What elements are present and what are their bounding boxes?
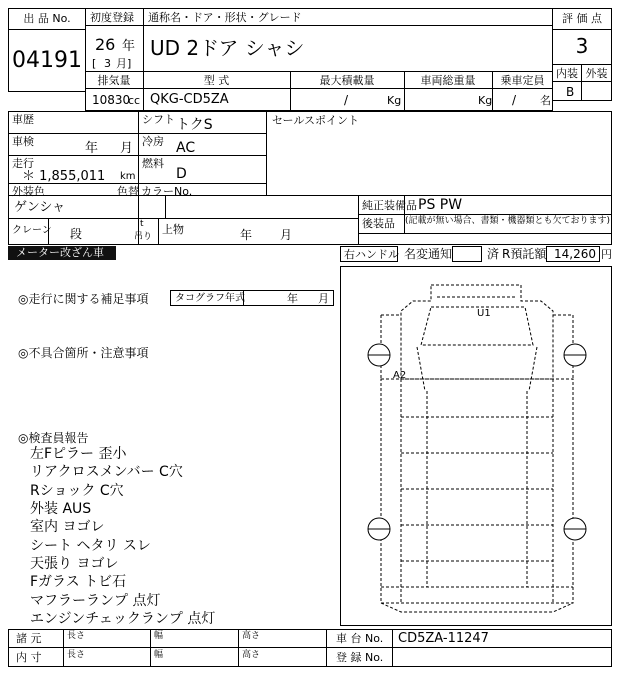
inspector-label: ◎検査員報告 bbox=[18, 431, 89, 445]
mileage: ＊ 1,855,011 bbox=[22, 169, 106, 184]
recycle-label: R預託額 bbox=[502, 247, 547, 261]
aftermarket-note: (記載が無い場合、書類・機器類とも欠ております) bbox=[405, 216, 611, 226]
upper-year-unit: 年 bbox=[240, 228, 253, 242]
name-change-box bbox=[452, 246, 482, 262]
fuel-label: 燃料 bbox=[142, 157, 164, 170]
meter-tamper-text: メーター改ざん車 bbox=[16, 246, 104, 259]
reg-month: 3 bbox=[104, 57, 111, 70]
inner-width-label: 幅 bbox=[154, 650, 164, 660]
inspector-line: 室内 ヨゴレ bbox=[30, 519, 105, 535]
crane-label: クレーン bbox=[12, 225, 52, 236]
name-change-label: 名変通知 bbox=[404, 247, 453, 261]
inspection-year-unit: 年 bbox=[85, 141, 99, 156]
interior-label: 内装 bbox=[556, 67, 578, 80]
color-no-label: カラーNo. bbox=[141, 185, 193, 198]
width-label: 幅 bbox=[154, 631, 164, 641]
inspector-line: Rショック C穴 bbox=[30, 483, 124, 499]
right-handle: 右ハンドル bbox=[344, 248, 399, 261]
reg-no-label: 登 録 No. bbox=[336, 651, 384, 664]
total-weight-unit: Kg bbox=[478, 94, 493, 107]
total-weight-label: 車両総重量 bbox=[420, 74, 476, 87]
upper-label: 上物 bbox=[162, 223, 184, 236]
ac: AC bbox=[176, 140, 196, 156]
shift: トクS bbox=[176, 117, 213, 133]
reg-year: 26 bbox=[95, 35, 116, 54]
vehicle-name: UD 2ドア シャシ bbox=[150, 36, 305, 60]
length-label: 長さ bbox=[67, 631, 86, 641]
exterior-label: 外装 bbox=[585, 67, 608, 80]
upper-month-unit: 月 bbox=[280, 228, 293, 242]
capacity-label: 乗車定員 bbox=[500, 74, 545, 87]
inspector-line: 天張り ヨゴレ bbox=[30, 556, 119, 572]
name-label: 通称名・ドア・形状・グレード bbox=[148, 11, 302, 24]
fuel: D bbox=[176, 166, 187, 182]
first-reg-label: 初度登録 bbox=[90, 11, 134, 24]
model: QKG-CD5ZA bbox=[150, 92, 229, 107]
inspection-label: 車検 bbox=[12, 135, 34, 148]
driving-remarks-label: ◎走行に関する補足事項 bbox=[18, 292, 149, 306]
recycle-amount: 14,260 bbox=[554, 247, 596, 261]
displacement: 10830 bbox=[92, 93, 131, 107]
tacho-month-unit: 月 bbox=[318, 292, 329, 305]
dims-label: 諸 元 bbox=[16, 632, 42, 645]
std-equip-label: 純正装備品 bbox=[362, 199, 417, 212]
reg-year-unit: 年 bbox=[122, 39, 136, 54]
inspector-line: 外装 AUS bbox=[30, 501, 92, 517]
max-load-unit: Kg bbox=[387, 94, 402, 107]
footer-table bbox=[8, 629, 612, 667]
inspection-month-unit: 月 bbox=[120, 141, 134, 156]
interior-grade: B bbox=[566, 85, 575, 99]
height-label: 高さ bbox=[242, 631, 261, 641]
lot-no: 04191 bbox=[12, 48, 82, 73]
displacement-unit: cc bbox=[128, 94, 141, 107]
grade-label: 評 価 点 bbox=[562, 12, 602, 25]
recycle-yen: 円 bbox=[601, 248, 612, 261]
mileage-unit: km bbox=[120, 171, 136, 182]
grade: 3 bbox=[575, 34, 589, 58]
ext-color-label: 外装色 bbox=[12, 185, 45, 198]
std-equip: PS PW bbox=[418, 197, 463, 213]
lot-no-label: 出 品 No. bbox=[23, 12, 71, 25]
mileage-label: 走行 bbox=[12, 157, 34, 170]
defects-label: ◎不具合箇所・注意事項 bbox=[18, 346, 149, 360]
inner-dims-label: 内 寸 bbox=[16, 651, 42, 664]
max-load-label: 最大積載量 bbox=[319, 74, 375, 87]
inspector-line: Fガラス トビ石 bbox=[30, 574, 127, 590]
recycle-mark: 済 bbox=[487, 247, 500, 261]
reg-month-unit: 月] bbox=[116, 57, 132, 70]
color-change-label: 色替 bbox=[117, 185, 139, 198]
inspector-line: シート ヘタリ スレ bbox=[30, 538, 151, 554]
sales-point-label: セールスポイント bbox=[272, 114, 360, 127]
damage-mark-u1: U1 bbox=[477, 308, 491, 319]
ac-label: 冷房 bbox=[142, 135, 164, 148]
damage-diagram bbox=[340, 266, 612, 626]
inspector-line: エンジンチェックランプ 点灯 bbox=[30, 611, 216, 627]
meter-tamper-badge bbox=[8, 246, 116, 260]
reg-month-open: [ bbox=[92, 57, 97, 70]
model-label: 型 式 bbox=[203, 74, 230, 87]
truck-outline bbox=[341, 267, 611, 625]
capacity: / bbox=[512, 93, 517, 107]
max-load: / bbox=[344, 93, 349, 107]
tacho-year-unit: 年 bbox=[287, 292, 298, 305]
crane-stage: 段 bbox=[70, 227, 83, 241]
chassis-no: CD5ZA-11247 bbox=[398, 631, 489, 646]
capacity-unit: 名 bbox=[540, 94, 551, 107]
displacement-label: 排気量 bbox=[97, 74, 131, 87]
crane-ton: t bbox=[140, 219, 144, 229]
inner-length-label: 長さ bbox=[67, 650, 86, 660]
damage-mark-a2: A2 bbox=[393, 370, 407, 381]
inspector-line: 左Fピラー 歪小 bbox=[30, 446, 127, 462]
shift-label: シフト bbox=[142, 113, 175, 126]
history-label: 車歴 bbox=[12, 113, 34, 126]
aftermarket-label: 後装品 bbox=[362, 217, 395, 230]
ext-color: ゲンシャ bbox=[14, 200, 66, 215]
inspector-line: マフラーランプ 点灯 bbox=[30, 593, 161, 609]
tacho-label: タコグラフ年式 bbox=[175, 293, 245, 304]
inspector-line: リアクロスメンバー C穴 bbox=[30, 464, 183, 480]
chassis-no-label: 車 台 No. bbox=[336, 632, 384, 645]
inner-height-label: 高さ bbox=[242, 650, 261, 660]
crane-hang: 吊り bbox=[134, 232, 153, 242]
